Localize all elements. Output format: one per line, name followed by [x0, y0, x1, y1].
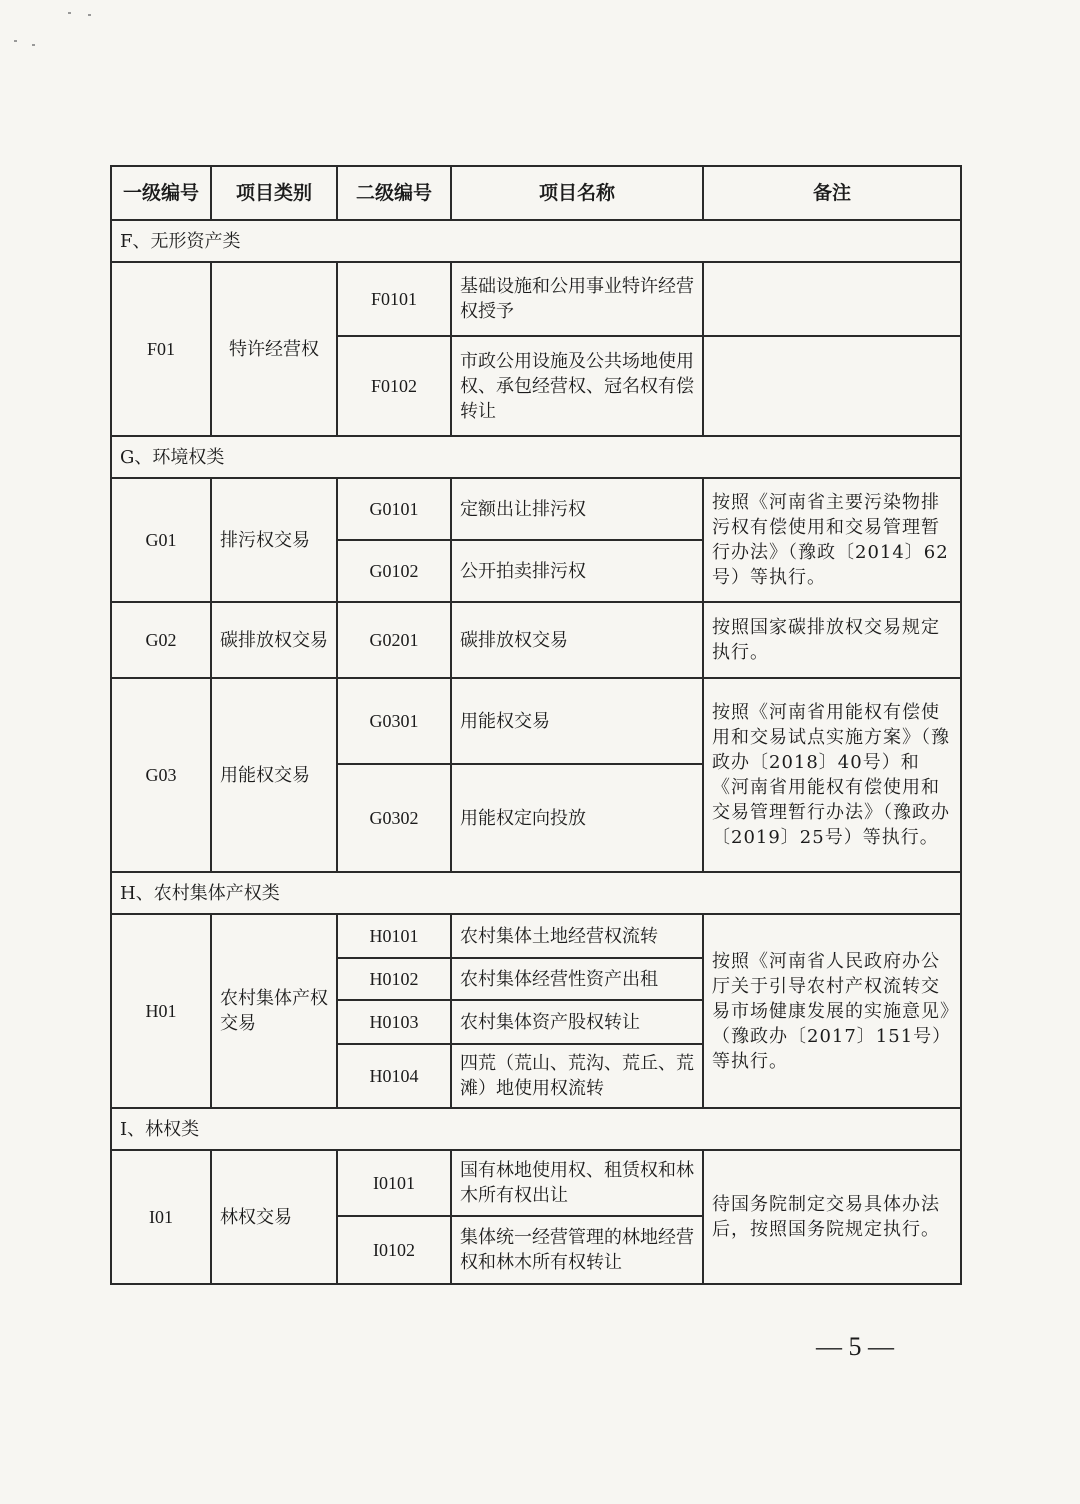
table-row	[111, 914, 961, 958]
level1-code: I01	[111, 1150, 211, 1284]
item-name: 国有林地使用权、租赁权和林木所有权出让	[451, 1150, 703, 1216]
scan-speck	[68, 12, 71, 14]
section-title: G、环境权类	[111, 436, 961, 478]
level2-code: G0201	[337, 602, 451, 678]
level2-code: I0102	[337, 1216, 451, 1284]
table-row	[111, 262, 961, 336]
scan-speck	[14, 40, 17, 42]
category-cell: 林权交易	[211, 1150, 337, 1284]
table-row	[111, 478, 961, 540]
table-row	[111, 678, 961, 764]
page-number: — 5 —	[816, 1332, 894, 1361]
section-row	[111, 436, 961, 478]
category-cell: 碳排放权交易	[211, 602, 337, 678]
level1-code: H01	[111, 914, 211, 1108]
table-row	[111, 1150, 961, 1216]
scan-speck	[32, 44, 35, 46]
section-row	[111, 220, 961, 262]
level2-code: H0101	[337, 914, 451, 958]
level2-code: G0301	[337, 678, 451, 764]
level2-code: F0101	[337, 262, 451, 336]
level2-code: G0101	[337, 478, 451, 540]
header-item-name: 项目名称	[451, 166, 703, 220]
item-name: 公开拍卖排污权	[451, 540, 703, 602]
category-cell: 特许经营权	[211, 262, 337, 436]
item-name: 市政公用设施及公共场地使用权、承包经营权、冠名权有偿转让	[451, 336, 703, 436]
level2-code: G0302	[337, 764, 451, 872]
remark-cell	[703, 262, 961, 336]
scan-speck	[88, 14, 91, 16]
item-name: 碳排放权交易	[451, 602, 703, 678]
item-name: 四荒（荒山、荒沟、荒丘、荒滩）地使用权流转	[451, 1044, 703, 1108]
remark-cell: 按照国家碳排放权交易规定执行。	[703, 602, 961, 678]
section-title: F、无形资产类	[111, 220, 961, 262]
item-name: 用能权定向投放	[451, 764, 703, 872]
level2-code: I0101	[337, 1150, 451, 1216]
table-row	[111, 602, 961, 678]
level1-code: G01	[111, 478, 211, 602]
remark-cell: 待国务院制定交易具体办法后，按照国务院规定执行。	[703, 1150, 961, 1284]
section-row	[111, 872, 961, 914]
item-name: 用能权交易	[451, 678, 703, 764]
level1-code: G03	[111, 678, 211, 872]
item-name: 定额出让排污权	[451, 478, 703, 540]
remark-cell	[703, 336, 961, 436]
category-cell: 排污权交易	[211, 478, 337, 602]
header-level2-code: 二级编号	[337, 166, 451, 220]
header-category: 项目类别	[211, 166, 337, 220]
item-name: 集体统一经营管理的林地经营权和林木所有权转让	[451, 1216, 703, 1284]
level2-code: F0102	[337, 336, 451, 436]
category-cell: 用能权交易	[211, 678, 337, 872]
item-name: 农村集体土地经营权流转	[451, 914, 703, 958]
remark-cell: 按照《河南省主要污染物排污权有偿使用和交易管理暂行办法》（豫政〔2014〕62号）等执行。	[703, 478, 961, 602]
level1-code: G02	[111, 602, 211, 678]
section-title: H、农村集体产权类	[111, 872, 961, 914]
section-row	[111, 1108, 961, 1150]
level2-code: G0102	[337, 540, 451, 602]
level2-code: H0103	[337, 1000, 451, 1044]
item-name: 农村集体经营性资产出租	[451, 958, 703, 1000]
item-name: 农村集体资产股权转让	[451, 1000, 703, 1044]
item-name: 基础设施和公用事业特许经营权授予	[451, 262, 703, 336]
section-title: I、林权类	[111, 1108, 961, 1150]
header-remarks: 备注	[703, 166, 961, 220]
level1-code: F01	[111, 262, 211, 436]
level2-code: H0104	[337, 1044, 451, 1108]
level2-code: H0102	[337, 958, 451, 1000]
table-header-row	[111, 166, 961, 220]
header-level1-code: 一级编号	[111, 166, 211, 220]
project-table	[110, 165, 962, 1285]
remark-cell: 按照《河南省人民政府办公厅关于引导农村产权流转交易市场健康发展的实施意见》（豫政办〔2017〕151号）等执行。	[703, 914, 961, 1108]
remark-cell: 按照《河南省用能权有偿使用和交易试点实施方案》（豫政办〔2018〕40号）和《河南省用能权有偿使用和交易管理暂行办法》（豫政办〔2019〕25号）等执行。	[703, 678, 961, 872]
category-cell: 农村集体产权交易	[211, 914, 337, 1108]
